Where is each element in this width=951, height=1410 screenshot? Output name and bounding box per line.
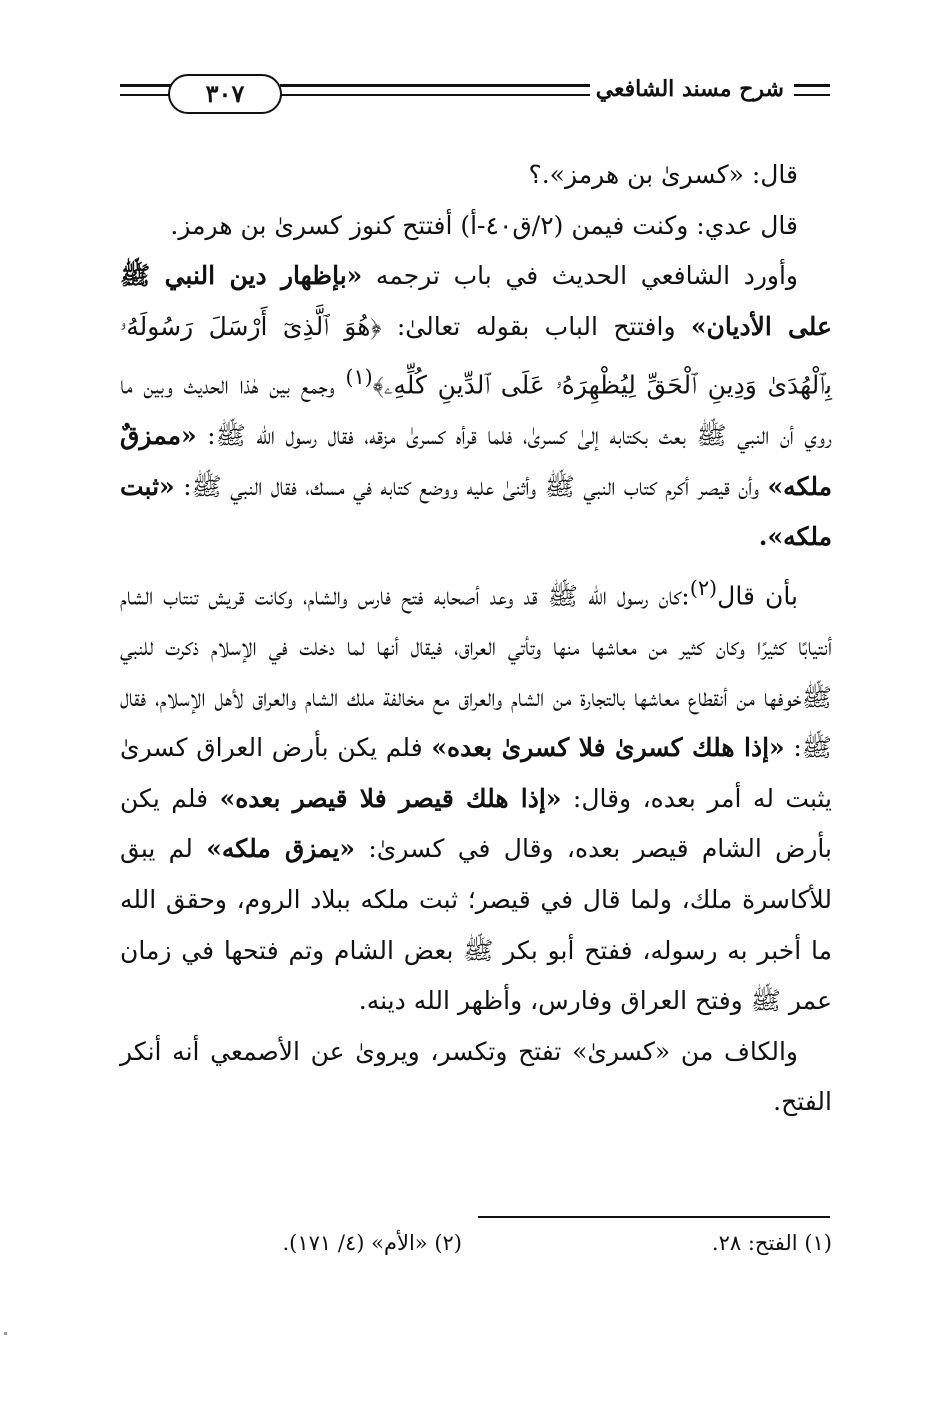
- header-rule-right-top: [794, 84, 830, 87]
- footnote-ref-2: (٢): [689, 576, 718, 601]
- book-title: شرح مسند الشافعي: [590, 76, 790, 102]
- paragraph-4: [120, 563, 832, 1027]
- text-run: لم يبق للأكاسرة ملك، ولما قال في قيصر؛ ثبت ملكه ببلاد الروم، وحقق الله ما أخبر به رسوله، ففتح أبو بكر ﷺ بعض الشام وتم فتحها في زمان عمر ﷺ وفتح العراق وفارس، وأظهر الله دينه.: [120, 834, 832, 1016]
- bold-hadith: «ممزقٌ ملكه»: [120, 421, 832, 501]
- text-run: :كان رسول الله ﷺ قد وعد أصحابه فتح فارس والشام، وكانت قريش تنتاب الشام أنتيابًا كثيرًا وكان كثير من معاشها منها وتأتي العراق، فيقال أنها لما دخلت في الإسلام ذكرت للنبي ﷺخوفها من أنقطاع معاشها بالتجارة من الشام والعراق مع مخالفة ملك الشام والعراق لأهل الإسلام، فقال ﷺ:: [120, 581, 833, 763]
- footnote-separator: [478, 1216, 830, 1218]
- page-number: ٣٠٧: [168, 74, 282, 114]
- text-run: بأن قال: [717, 581, 798, 611]
- scan-speck: [4, 1332, 7, 1335]
- running-header: [120, 70, 830, 120]
- main-text: [120, 150, 832, 1128]
- footnote-1: (١) الفتح: ٢٨.: [711, 1231, 832, 1255]
- footnote-2: (٢) «الأم» (٤/ ١٧١).: [282, 1231, 462, 1255]
- text-run: وأورد الشافعي الحديث في باب ترجمه: [362, 261, 799, 291]
- text-run: وأن قيصر أكرم كتاب النبي ﷺ وأثنىٰ عليه ووضع كتابه في مسك، فقال النبي ﷺ:: [174, 471, 768, 501]
- text-run: فلم يكن بأرض الشام قيصر بعده، وقال في كسرىٰ:: [120, 783, 832, 864]
- paragraph-3: [120, 251, 832, 563]
- header-rule-right-bottom: [794, 94, 830, 96]
- footnote-ref-1: (١): [345, 365, 373, 390]
- bold-hadith: «ثبت ملكه».: [120, 471, 832, 552]
- bold-hadith: «إذا هلك قيصر فلا قيصر بعده»: [219, 783, 562, 813]
- quran-verse-run: وافتتح الباب بقوله تعالىٰ: ﴿هُوَ ٱلَّذِىٓ أَرْسَلَ رَسُولَهُۥ بِٱلْهُدَىٰ وَدِينِ ٱلْحَقِّ لِيُظْهِرَهُۥ عَلَى ٱلدِّينِ كُلِّهِۦ﴾: [120, 311, 832, 400]
- text-run: فلم يكن بأرض العراق كسرىٰ يثبت له أمر بعده، وقال:: [120, 733, 832, 813]
- paragraph-1: قال: «كسرىٰ بن هرمز».؟: [528, 160, 798, 189]
- text-run: وجمع بين هٰذا الحديث وبين ما روي أن النبي ﷺ بعث بكتابه إلىٰ كسرىٰ، فلما قرأه كسرىٰ مزقه، فقال رسول الله ﷺ:: [120, 370, 832, 451]
- bold-hadith: «يمزق ملكه»: [206, 834, 356, 864]
- paragraph-5: والكاف من «كسرىٰ» تفتح وتكسر، ويروىٰ عن الأصمعي أنه أنكر الفتح.: [120, 1036, 832, 1117]
- bold-hadith: «إذا هلك كسرىٰ فلا كسرىٰ بعده»: [431, 733, 785, 763]
- paragraph-2: قال عدي: وكنت فيمن (٢/ق٤٠-أ) أفتتح كنوز كسرىٰ بن هرمز.: [170, 210, 798, 240]
- bold-chapter-title: «بإظهار دين النبي ﷺ على الأديان»: [120, 261, 832, 341]
